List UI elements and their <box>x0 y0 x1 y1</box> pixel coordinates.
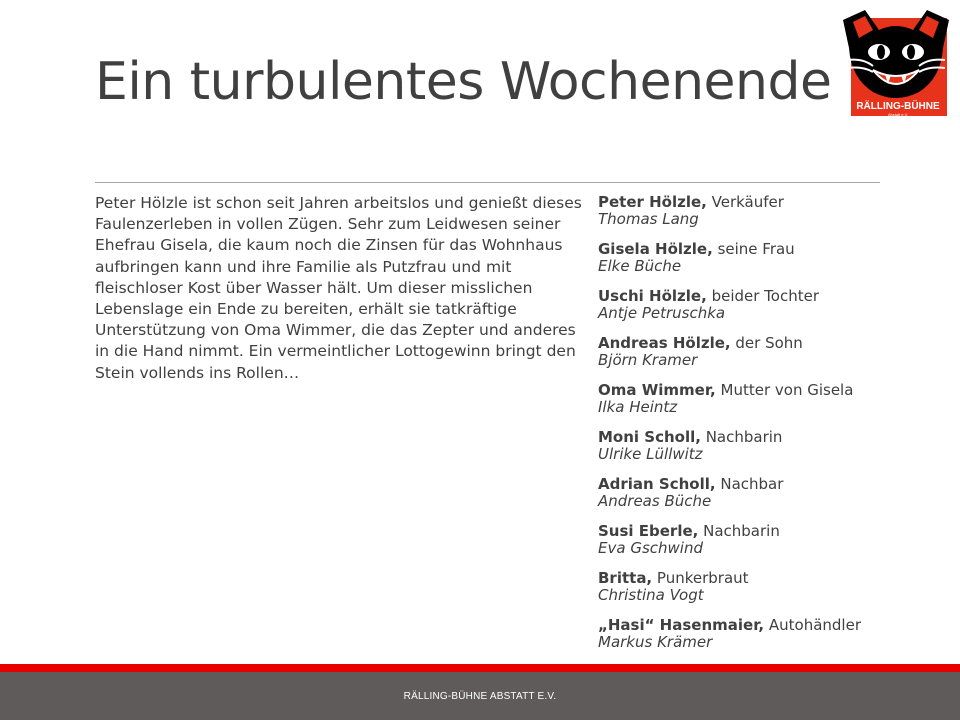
character-name: Adrian Scholl, <box>598 475 716 493</box>
ralling-buehne-logo <box>843 8 949 118</box>
cast-item <box>598 334 898 381</box>
character-detail: der Sohn <box>730 334 803 352</box>
actor-name: Antje Petruschka <box>598 304 726 322</box>
cast-item <box>598 569 898 616</box>
logo-name: RÄLLING-BÜHNE <box>856 101 940 112</box>
actor-name: Andreas Büche <box>598 492 712 510</box>
character-detail: Autohändler <box>764 616 861 634</box>
character-detail: Punkerbraut <box>652 569 749 587</box>
actor-name: Björn Kramer <box>598 351 698 369</box>
actor-name: Markus Krämer <box>598 633 713 651</box>
cast-list <box>598 193 898 663</box>
character-detail: Mutter von Gisela <box>715 381 854 399</box>
cast-item <box>598 381 898 428</box>
plot-description: Peter Hölzle ist schon seit Jahren arbeitslos und genießt dieses Faulenzerleben in vollen Zügen. Sehr zum Leidwesen seiner Ehefrau Gisela, die kaum noch die Zinsen für das Wohnhaus aufbringen kann und ihre Familie als Putzfrau und mit fleischloser Kost über Wasser hält. Um dieser misslichen Lebenslage ein Ende zu bereiten, erhält sie tatkräftige Unterstützung von Oma Wimmer, die das Zepter und anderes in die Hand nimmt. Ein vermeintlicher Lottogewinn bringt den Stein vollends ins Rollen… <box>95 194 582 382</box>
actor-name: Eva Gschwind <box>598 539 703 557</box>
character-detail: beider Tochter <box>706 287 819 305</box>
character-detail: Verkäufer <box>706 193 784 211</box>
character-name: „Hasi“ Hasenmaier, <box>598 616 765 634</box>
character-detail: Nachbar <box>715 475 784 493</box>
footer-bar <box>0 672 960 720</box>
cast-item <box>598 193 898 240</box>
character-name: Britta, <box>598 569 653 587</box>
character-name: Susi Eberle, <box>598 522 699 540</box>
title-divider <box>95 182 880 183</box>
character-name: Oma Wimmer, <box>598 381 716 399</box>
character-name: Gisela Hölzle, <box>598 240 713 258</box>
footer-text: RÄLLING-BÜHNE ABSTATT E.V. <box>403 691 557 702</box>
cast-item <box>598 522 898 569</box>
character-detail: Nachbarin <box>698 522 780 540</box>
actor-name: Elke Büche <box>598 257 682 275</box>
cast-item <box>598 287 898 334</box>
slide-title: Ein turbulentes Wochenende <box>95 52 832 112</box>
footer-accent-bar <box>0 664 960 672</box>
character-name: Uschi Hölzle, <box>598 287 707 305</box>
character-detail: Nachbarin <box>700 428 783 446</box>
cast-item <box>598 428 898 475</box>
character-detail: seine Frau <box>712 240 795 258</box>
character-name: Peter Hölzle, <box>598 193 707 211</box>
character-name: Moni Scholl, <box>598 428 701 446</box>
logo-subtitle: Abstatt e.V. <box>887 112 909 117</box>
actor-name: Christina Vogt <box>598 586 704 604</box>
cast-item <box>598 240 898 287</box>
black-cat-face-icon <box>843 8 949 118</box>
actor-name: Thomas Lang <box>598 210 699 228</box>
cast-item <box>598 475 898 522</box>
actor-name: Ilka Heintz <box>598 398 678 416</box>
cast-item <box>598 616 898 663</box>
actor-name: Ulrike Lüllwitz <box>598 445 703 463</box>
character-name: Andreas Hölzle, <box>598 334 731 352</box>
